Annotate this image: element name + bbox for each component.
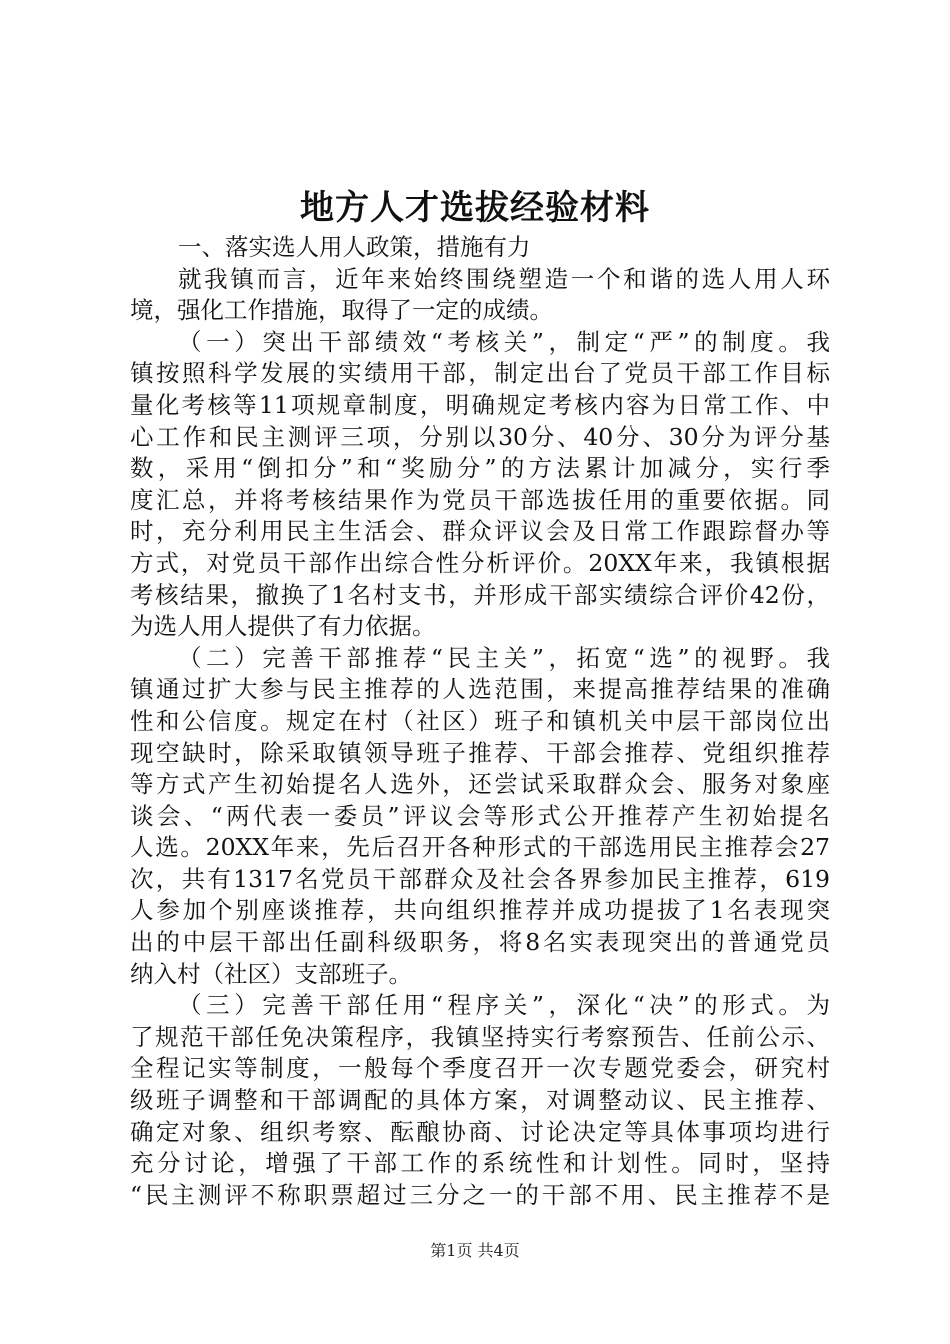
text-line: 等方式产生初始提名人选外，还尝试采取群众会、服务对象座 — [130, 770, 830, 799]
text-line: （三）完善干部任用“程序关”，深化“决”的形式。为 — [178, 991, 830, 1020]
text-line: 一、落实选人用人政策，措施有力 — [178, 233, 531, 261]
text-line: 心工作和民主测评三项，分别以30分、40分、30分为评分基 — [130, 422, 830, 451]
page-number: 第1页 共4页 — [430, 1241, 520, 1260]
text-line: 人参加个别座谈推荐，共向组织推荐并成功提拔了1名表现突 — [130, 896, 830, 925]
text-line: （二）完善干部推荐“民主关”，拓宽“选”的视野。我 — [178, 643, 830, 672]
text-line: 全程记实等制度，一般每个季度召开一次专题党委会，研究村 — [130, 1054, 830, 1083]
text-line: 了规范干部任免决策程序，我镇坚持实行考察预告、任前公示、 — [130, 1022, 830, 1051]
text-line: 人选。20XX年来，先后召开各种形式的干部选用民主推荐会27 — [130, 833, 830, 862]
text-line: 数，采用“倒扣分”和“奖励分”的方法累计加减分，实行季 — [130, 454, 830, 483]
text-line: 出的中层干部出任副科级职务，将8名实表现突出的普通党员 — [130, 928, 830, 957]
text-line: 现空缺时，除采取镇领导班子推荐、干部会推荐、党组织推荐 — [130, 738, 830, 767]
text-line: 就我镇而言，近年来始终围绕塑造一个和谐的选人用人环 — [178, 264, 830, 293]
text-line: 充分讨论，增强了干部工作的系统性和计划性。同时，坚持 — [130, 1149, 830, 1178]
text-line: 为选人用人提供了有力依据。 — [130, 612, 436, 641]
text-line: 镇按照科学发展的实绩用干部，制定出台了党员干部工作目标 — [130, 359, 830, 388]
text-line: 性和公信度。规定在村（社区）班子和镇机关中层干部岗位出 — [130, 706, 830, 735]
text-line: 度汇总，并将考核结果作为党员干部选拔任用的重要依据。同 — [130, 485, 830, 514]
document-title: 地方人才选拔经验材料 — [300, 188, 650, 228]
text-line: 次，共有1317名党员干部群众及社会各界参加民主推荐，619 — [130, 864, 830, 893]
text-line: （一）突出干部绩效“考核关”，制定“严”的制度。我 — [178, 327, 830, 356]
text-line: 方式，对党员干部作出综合性分析评价。20XX年来，我镇根据 — [130, 548, 830, 577]
text-line: 境，强化工作措施，取得了一定的成绩。 — [130, 296, 553, 325]
text-line: 镇通过扩大参与民主推荐的人选范围，来提高推荐结果的准确 — [130, 675, 830, 704]
text-line: 谈会、“两代表一委员”评议会等形式公开推荐产生初始提名 — [130, 801, 830, 830]
text-line: 考核结果，撤换了1名村支书，并形成干部实绩综合评价42份， — [130, 580, 830, 609]
text-line: 时，充分利用民主生活会、群众评议会及日常工作跟踪督办等 — [130, 517, 830, 546]
text-line: 纳入村（社区）支部班子。 — [130, 959, 412, 988]
text-line: 确定对象、组织考察、酝酿协商、讨论决定等具体事项均进行 — [130, 1117, 830, 1146]
text-line: “民主测评不称职票超过三分之一的干部不用、民主推荐不是 — [130, 1180, 830, 1209]
text-line: 量化考核等11项规章制度，明确规定考核内容为日常工作、中 — [130, 390, 830, 419]
text-line: 级班子调整和干部调配的具体方案，对调整动议、民主推荐、 — [130, 1086, 830, 1115]
document-body — [130, 232, 830, 1211]
